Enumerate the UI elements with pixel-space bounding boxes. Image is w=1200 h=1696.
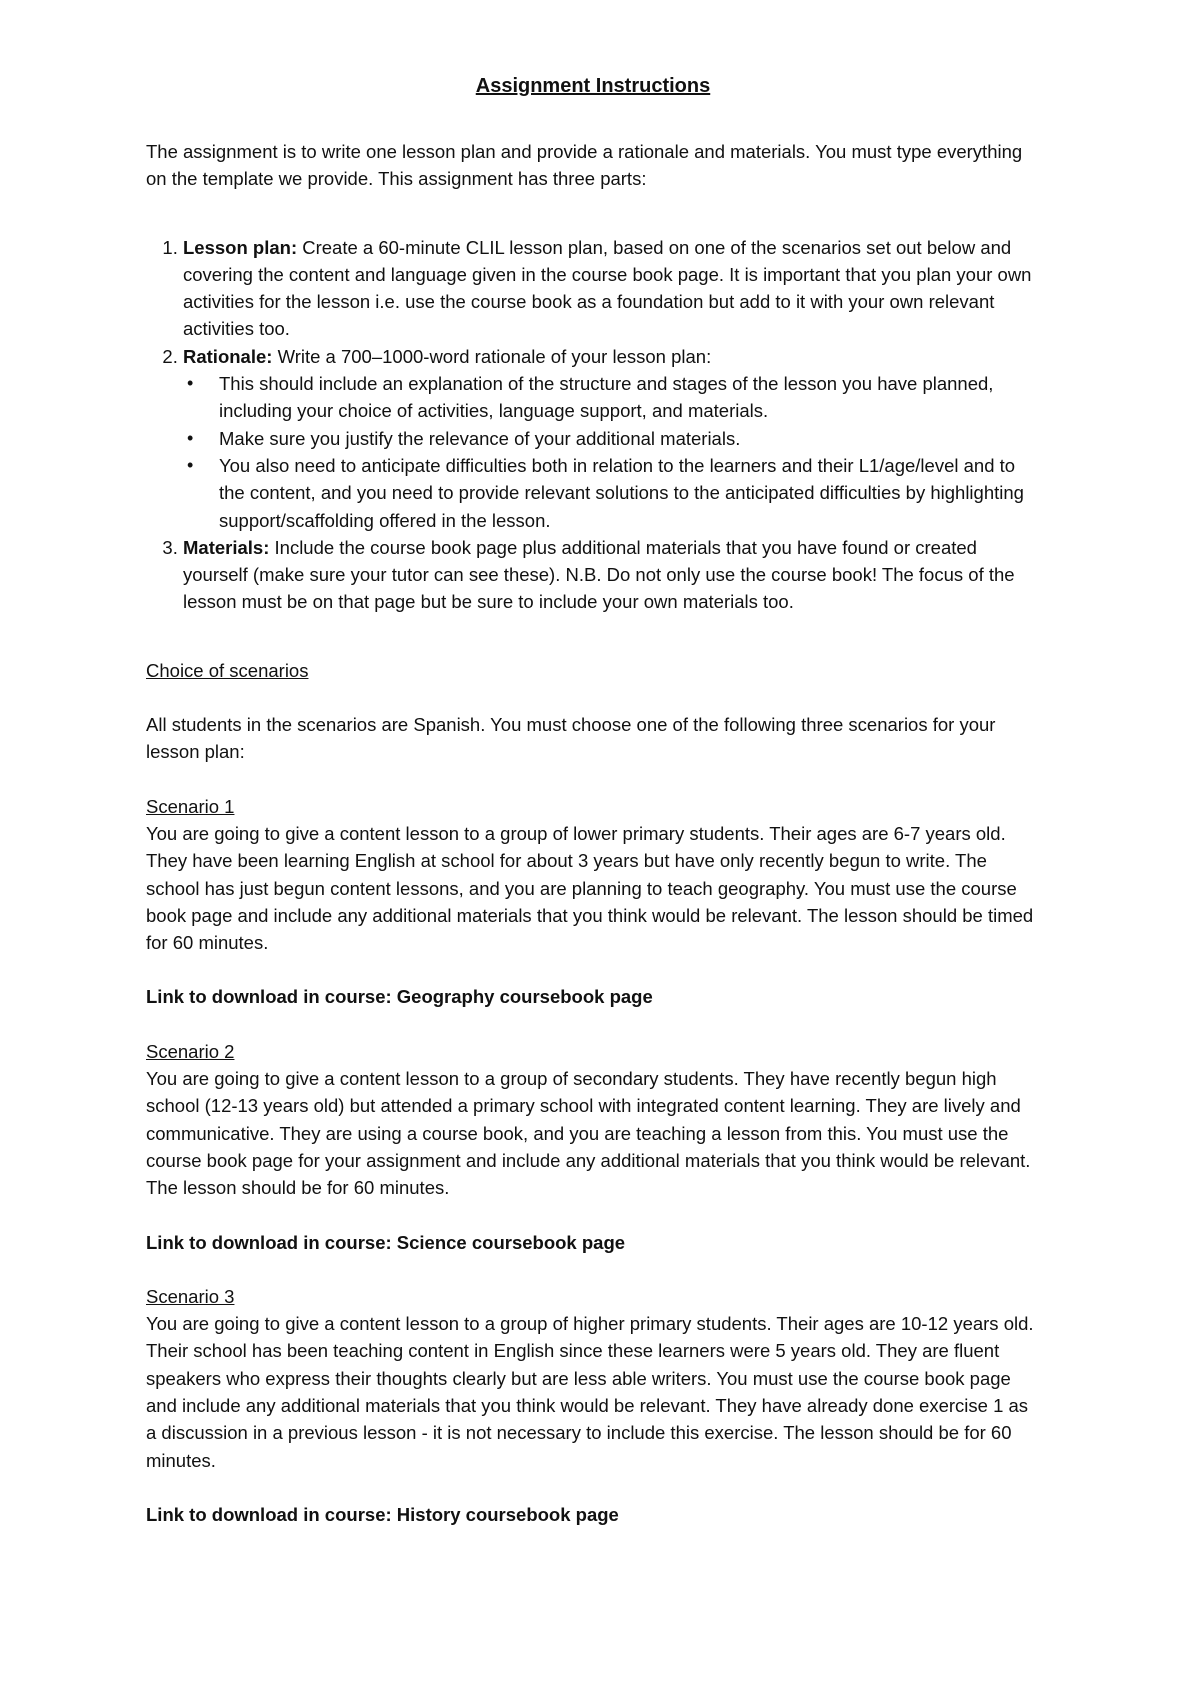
bullet-dot-icon: •	[187, 427, 194, 448]
page-title: Assignment Instructions	[475, 75, 711, 97]
part-rationale	[183, 343, 1040, 534]
assignment-parts-list	[146, 234, 1040, 616]
scenario-heading: Scenario 1	[146, 795, 235, 817]
bullet-item: • Make sure you justify the relevance of your additional materials.	[219, 425, 1040, 452]
part-materials	[183, 534, 1040, 616]
rationale-bullets	[183, 370, 1040, 534]
scenario-heading: Scenario 3	[146, 1285, 235, 1307]
part-label: Rationale:	[183, 345, 273, 367]
part-text: Write a 700–1000-word rationale of your lesson plan:	[272, 345, 712, 367]
scenario-2	[146, 1038, 1040, 1256]
part-label: Lesson plan:	[183, 236, 298, 258]
scenarios-intro: All students in the scenarios are Spanish. You must choose one of the following three scenarios for your lesson plan:	[146, 714, 996, 763]
part-text: Create a 60-minute CLIL lesson plan, based on one of the scenarios set out below and covering the content and language given in the course book page. It is important that you plan your own activities for the lesson i.e. use the course book as a foundation but add to it with your own relevant activities too.	[183, 236, 1032, 340]
scenario-3	[146, 1283, 1040, 1528]
part-text: Include the course book page plus additional materials that you have found or created yourself (make sure your tutor can see these). N.B. Do not only use the course book! The focus of the lesson must be on that page but be sure to include your own materials too.	[183, 536, 1015, 613]
part-lesson-plan	[183, 234, 1040, 343]
bullet-item: • This should include an explanation of the structure and stages of the lesson you have planned, including your choice of activities, language support, and materials.	[219, 370, 1040, 425]
download-link-geography[interactable]: Link to download in course: Geography coursebook page	[146, 986, 653, 1008]
scenario-heading: Scenario 2	[146, 1040, 235, 1062]
bullet-dot-icon: •	[187, 373, 194, 394]
scenario-text: You are going to give a content lesson to a group of lower primary students. Their ages are 6-7 years old. They have been learning English at school for about 3 years but have only recently begun to write. The school has just begun content lessons, and you are planning to teach geography. You must use the course book page and include any additional materials that you think would be relevant. The lesson should be timed for 60 minutes.	[146, 822, 1034, 954]
download-link-science[interactable]: Link to download in course: Science coursebook page	[146, 1231, 626, 1253]
scenarios-heading: Choice of scenarios	[146, 659, 309, 681]
scenario-text: You are going to give a content lesson to a group of higher primary students. Their ages are 10-12 years old. Their school has been teaching content in English since these learners were 5 years old. They are fluent speakers who express their thoughts clearly but are less able writers. You must use the course book page and include any additional materials that you think would be relevant. They have already done exercise 1 as a discussion in a previous lesson - it is not necessary to include this exercise. The lesson should be for 60 minutes.	[146, 1313, 1034, 1471]
bullet-dot-icon: •	[187, 454, 194, 475]
intro-paragraph: The assignment is to write one lesson plan and provide a rationale and materials. You must type everything on the template we provide. This assignment has three parts:	[146, 141, 1023, 190]
scenario-text: You are going to give a content lesson to a group of secondary students. They have recently begun high school (12-13 years old) but attended a primary school with integrated content learning. They are lively and communicative. They are using a course book, and you are teaching a lesson from this. You must use the course book page for your assignment and include any additional materials that you think would be relevant. The lesson should be for 60 minutes.	[146, 1068, 1031, 1199]
part-label: Materials:	[183, 536, 270, 558]
scenario-1	[146, 793, 1040, 1011]
bullet-item: • You also need to anticipate difficulties both in relation to the learners and their L1/age/level and to the content, and you need to provide relevant solutions to the anticipated difficulties by highlighting support/scaffolding offered in the lesson.	[219, 452, 1040, 534]
download-link-history[interactable]: Link to download in course: History coursebook page	[146, 1503, 619, 1525]
